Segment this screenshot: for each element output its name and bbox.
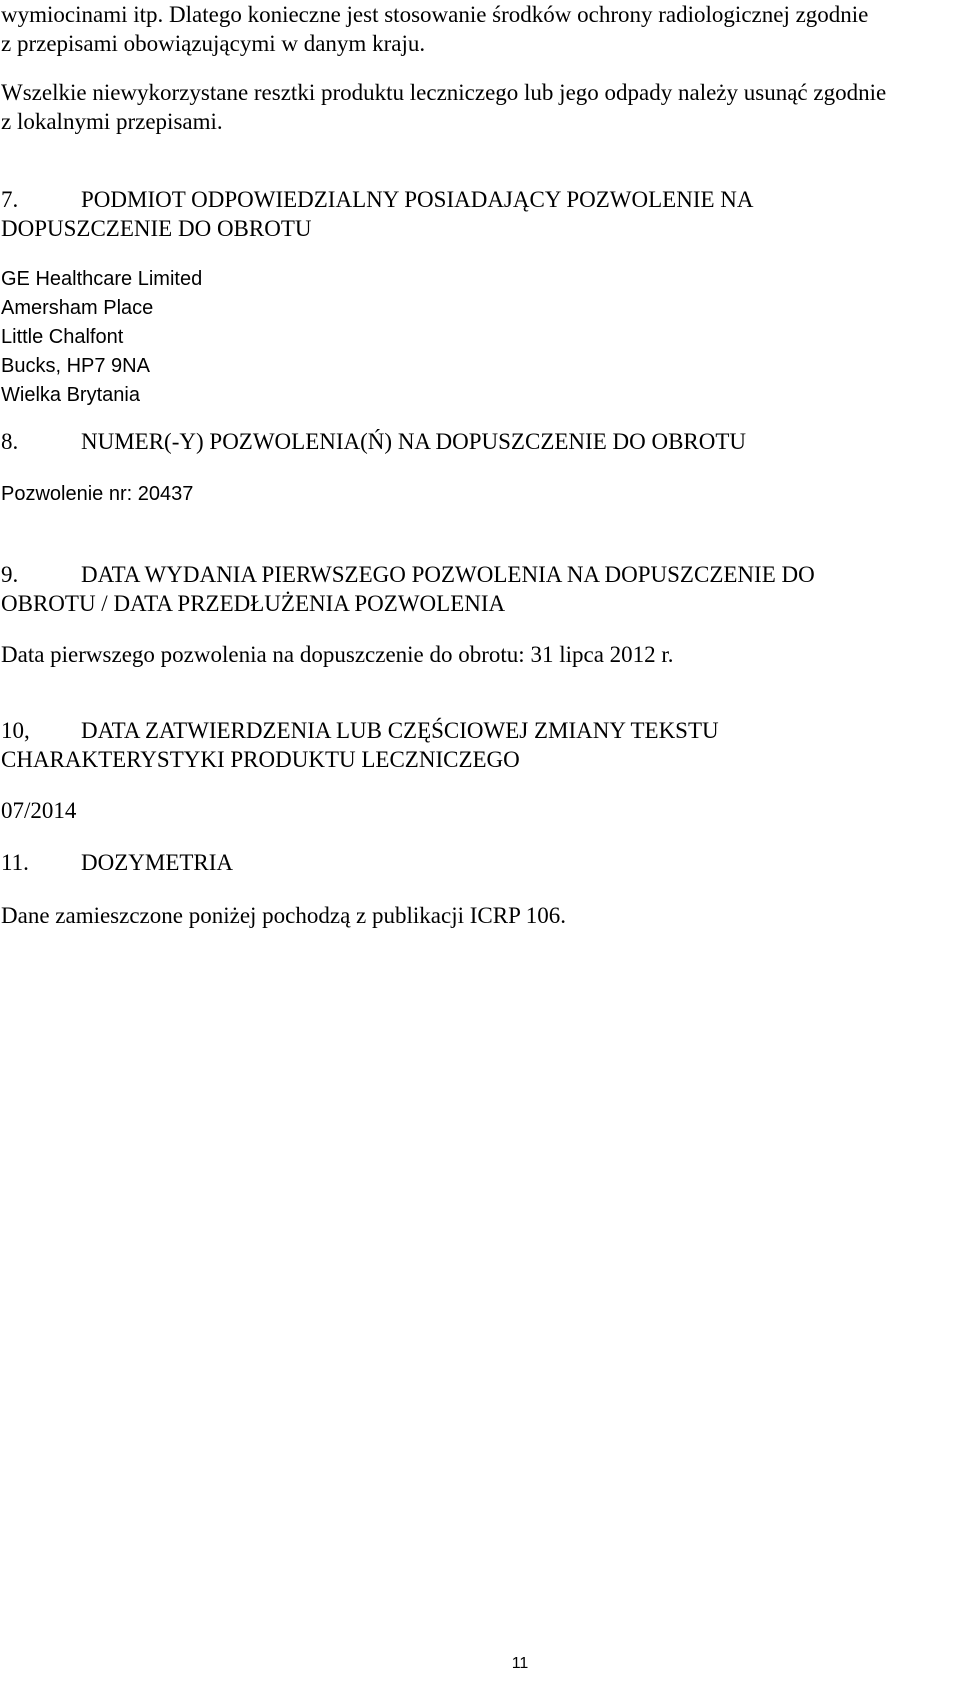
section-11-title: DOZYMETRIA xyxy=(81,850,234,875)
section-11-number: 11. xyxy=(1,850,29,875)
section-8-title: NUMER(-Y) POZWOLENIA(Ń) NA DOPUSZCZENIE DO OBROTU xyxy=(81,429,747,454)
address-line: GE Healthcare Limited xyxy=(1,268,203,290)
revision-date: 07/2014 xyxy=(1,798,77,823)
dosimetry-source: Dane zamieszczone poniżej pochodzą z publikacji ICRP 106. xyxy=(1,903,567,928)
address-line: Bucks, HP7 9NA xyxy=(1,355,150,377)
disposal-paragraph xyxy=(1,78,951,136)
section-9-heading xyxy=(1,560,951,618)
section-7-heading xyxy=(1,185,951,243)
section-7-number: 7. xyxy=(1,187,19,212)
section-7-title-line1: PODMIOT ODPOWIEDZIALNY POSIADAJĄCY POZWOLENIE NA xyxy=(81,187,754,212)
section-7-address xyxy=(1,265,951,410)
section-10-text xyxy=(1,796,951,825)
section-10-title-line1: DATA ZATWIERDZENIA LUB CZĘŚCIOWEJ ZMIANY TEKSTU xyxy=(81,718,719,743)
first-authorization-date: Data pierwszego pozwolenia na dopuszczenie do obrotu: 31 lipca 2012 r. xyxy=(1,642,674,667)
section-9-number: 9. xyxy=(1,562,19,587)
page-number: 11 xyxy=(511,1655,529,1672)
section-10-number: 10, xyxy=(1,718,30,743)
section-8-number: 8. xyxy=(1,429,19,454)
authorization-number: Pozwolenie nr: 20437 xyxy=(1,483,194,505)
section-7-title-line2: DOPUSZCZENIE DO OBROTU xyxy=(1,216,312,241)
intro-line: wymiocinami itp. Dlatego konieczne jest stosowanie środków ochrony radiologicznej zgodnie xyxy=(1,2,869,27)
disposal-line: z lokalnymi przepisami. xyxy=(1,109,223,134)
section-8-heading xyxy=(1,427,951,456)
intro-paragraph xyxy=(1,0,951,58)
section-10-heading xyxy=(1,716,951,774)
disposal-line: Wszelkie niewykorzystane resztki produktu leczniczego lub jego odpady należy usunąć zgodnie xyxy=(1,80,887,105)
section-9-text xyxy=(1,640,951,669)
address-line: Little Chalfont xyxy=(1,326,124,348)
section-11-heading xyxy=(1,848,951,877)
section-9-title-line2: OBROTU / DATA PRZEDŁUŻENIA POZWOLENIA xyxy=(1,591,506,616)
section-10-title-line2: CHARAKTERYSTYKI PRODUKTU LECZNICZEGO xyxy=(1,747,520,772)
section-9-title-line1: DATA WYDANIA PIERWSZEGO POZWOLENIA NA DOPUSZCZENIE DO xyxy=(81,562,815,587)
section-8-text xyxy=(1,480,951,509)
address-line: Wielka Brytania xyxy=(1,384,140,406)
intro-line: z przepisami obowiązującymi w danym kraju. xyxy=(1,31,426,56)
section-11-text xyxy=(1,901,951,930)
address-line: Amersham Place xyxy=(1,297,154,319)
